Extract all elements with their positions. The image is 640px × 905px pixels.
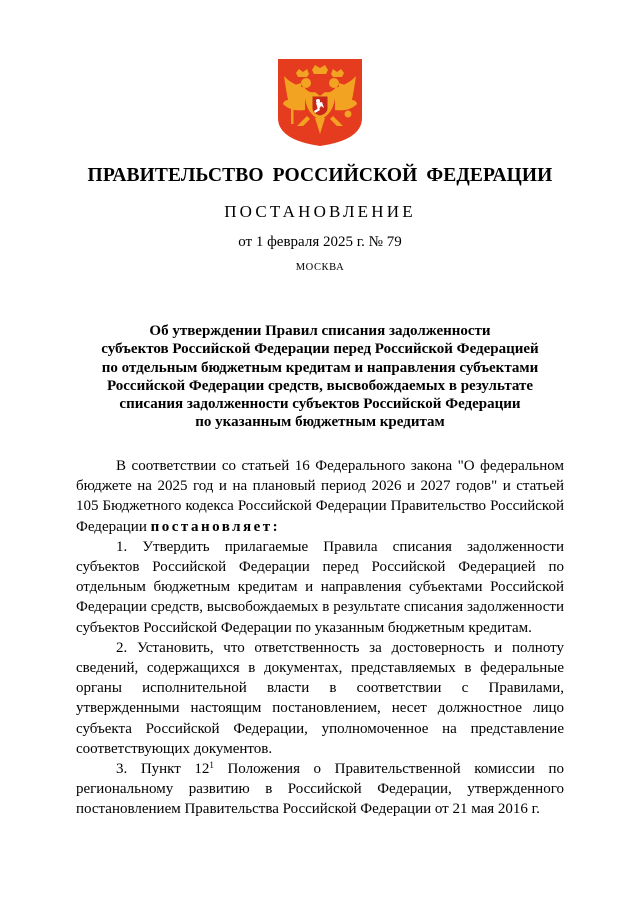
footnote-superscript: 1 (209, 760, 214, 771)
government-title: ПРАВИТЕЛЬСТВО РОССИЙСКОЙ ФЕДЕРАЦИИ (87, 165, 553, 186)
paragraph-2: 2. Установить, что ответственность за достоверность и полноту сведений, содержащихся в документах, представляемых в федеральные органы исполнительной власти в соответствии с Правилами, утвержденными настоящим постановлением, несет должностное лицо субъекта Российской Федерации, уполномоченное на представление соответствующих документов. (76, 639, 564, 757)
paragraph-3-start: 3. Пункт 12 (116, 761, 210, 778)
paragraph-3 (76, 759, 564, 820)
document-date-number: от 1 февраля 2025 г. № 79 (238, 234, 402, 250)
paragraph-1: 1. Утвердить прилагаемые Правила списания задолженности субъектов Российской Федерации перед Российской Федерацией по отдельным бюджетным кредитам и направления субъектами Российской Федерации средств, высвобождаемых в результате списания задолженности субъектов Российской Федерации по указанным бюджетным кредитам. (76, 538, 564, 636)
heading-line: Об утверждении Правил списания задолженности (149, 323, 491, 339)
heading-line: по отдельным бюджетным кредитам и направления субъектами (101, 359, 539, 376)
paragraph-3-rest: Положения о Правительственной комиссии по региональному развитию в Российской Федерации, утвержденного постановлением Правительства Российской Федерации от 21 мая 2016 г. (76, 761, 564, 818)
heading-line: списания задолженности субъектов Российской Федерации (119, 396, 521, 413)
heading-line: Российской Федерации средств, высвобождаемых в результате (106, 377, 534, 394)
russian-coat-of-arms-icon (275, 56, 365, 148)
heading-line: по указанным бюджетным кредитам (195, 414, 445, 431)
preamble-text: В соответствии со статьей 16 Федерального закона "О федеральном бюджете на 2025 год и на плановый период 2026 и 2027 годов" и статьей 105 Бюджетного кодекса Российской Федерации Правительство Российской Федерации (76, 458, 564, 535)
document-body (76, 456, 564, 820)
document-type: ПОСТАНОВЛЕНИЕ (224, 202, 416, 221)
document-city: МОСКВА (295, 262, 345, 273)
heading-line: субъектов Российской Федерации перед Российской Федерацией (101, 341, 539, 358)
paragraph-preamble (76, 456, 564, 537)
document-heading (80, 322, 560, 432)
resolves-word: постановляет: (150, 518, 281, 535)
